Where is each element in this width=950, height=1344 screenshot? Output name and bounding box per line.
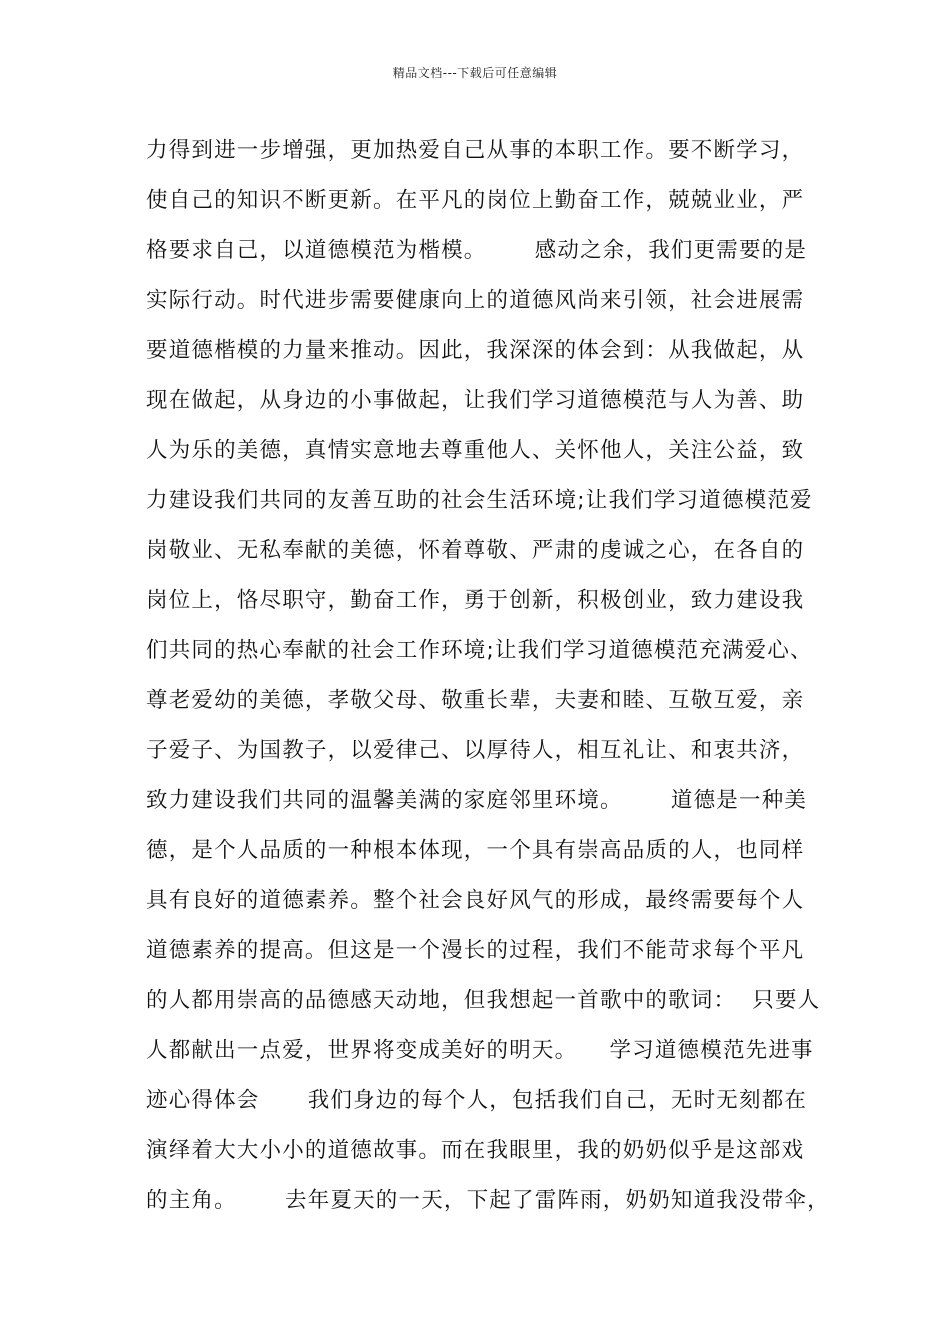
text-line: 实际行动。时代进步需要健康向上的道德风尚来引领，社会进展需 — [146, 288, 805, 313]
text-line: 力建设我们共同的友善互助的社会生活环境;让我们学习道德模范爱 — [146, 488, 813, 513]
text-line: 现在做起，从身边的小事做起，让我们学习道德模范与人为善、助 — [146, 388, 805, 413]
text-line: 岗位上，恪尽职守，勤奋工作，勇于创新，积极创业，致力建设我 — [146, 588, 805, 613]
text-line: 子爱子、为国教子，以爱律己、以厚待人，相互礼让、和衷共济， — [146, 738, 805, 763]
text-line: 们共同的热心奉献的社会工作环境;让我们学习道德模范充满爱心、 — [146, 638, 813, 663]
page-header: 精品文档---下载后可任意编辑 — [392, 66, 558, 80]
text-line: 的主角。 去年夏天的一天，下起了雷阵雨，奶奶知道我没带伞， — [146, 1188, 830, 1213]
document-body — [146, 126, 830, 1226]
text-line: 致力建设我们共同的温馨美满的家庭邻里环境。 道德是一种美 — [146, 788, 808, 813]
text-line: 道德素养的提高。但这是一个漫长的过程，我们不能苛求每个平凡 — [146, 938, 805, 963]
text-line: 尊老爱幼的美德，孝敬父母、敬重长辈，夫妻和睦、互敬互爱，亲 — [146, 688, 805, 713]
text-line: 的人都用崇高的品德感天动地，但我想起一首歌中的歌词： 只要人 — [146, 988, 821, 1013]
text-line: 岗敬业、无私奉献的美德，怀着尊敬、严肃的虔诚之心，在各自的 — [146, 538, 805, 563]
text-line: 人都献出一点爱，世界将变成美好的明天。 学习道德模范先进事 — [146, 1038, 814, 1063]
text-line: 德，是个人品质的一种根本体现，一个具有崇高品质的人，也同样 — [146, 838, 805, 863]
text-line: 演绎着大大小小的道德故事。而在我眼里，我的奶奶似乎是这部戏 — [146, 1138, 805, 1163]
text-line: 人为乐的美德，真情实意地去尊重他人、关怀他人，关注公益，致 — [146, 438, 805, 463]
text-line: 迹心得体会 我们身边的每个人，包括我们自己，无时无刻都在 — [146, 1088, 808, 1113]
text-line: 使自己的知识不断更新。在平凡的岗位上勤奋工作，兢兢业业，严 — [146, 188, 805, 213]
text-line: 具有良好的道德素养。整个社会良好风气的形成，最终需要每个人 — [146, 888, 805, 913]
text-line: 要道德楷模的力量来推动。因此，我深深的体会到：从我做起，从 — [146, 338, 805, 363]
text-line: 格要求自己，以道德模范为楷模。 感动之余，我们更需要的是 — [146, 238, 808, 263]
text-line: 力得到进一步增强，更加热爱自己从事的本职工作。要不断学习， — [146, 138, 805, 163]
